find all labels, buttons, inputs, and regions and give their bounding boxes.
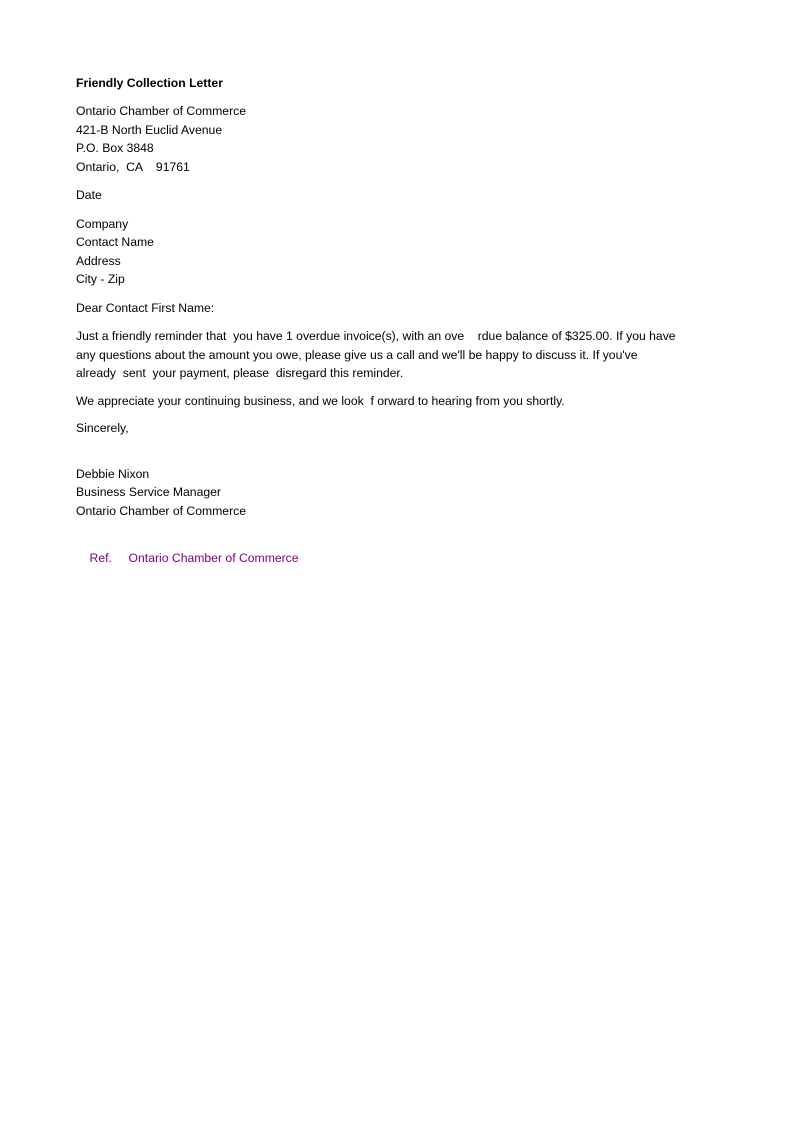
letter-title: Friendly Collection Letter: [76, 76, 223, 90]
sender-po-box: P.O. Box 3848: [76, 141, 154, 155]
sender-address-block: [76, 102, 726, 176]
body-paragraph-2: [76, 392, 726, 411]
body-paragraph-1-line-3: already sent your payment, please disregard this reminder.: [76, 366, 404, 380]
reference-text: Ontario Chamber of Commerce: [128, 550, 299, 565]
body-paragraph-1-line-1: Just a friendly reminder that you have 1 overdue invoice(s), with an ove rdue balance of $325.00. If you have: [76, 329, 676, 343]
letter-page: [76, 75, 726, 586]
body-paragraph-1: [76, 327, 726, 383]
date-block: [76, 186, 726, 205]
sender-name: Ontario Chamber of Commerce: [76, 104, 247, 118]
body-paragraph-2-line-1: We appreciate your continuing business, and we look f orward to hearing from you shortly.: [76, 393, 565, 408]
recipient-address: Address: [76, 253, 121, 268]
salutation: Dear Contact First Name:: [76, 300, 215, 315]
signature-space: [76, 438, 726, 465]
reference-label: Ref.: [89, 550, 112, 565]
recipient-address-block: [76, 215, 726, 289]
signature-name: Debbie Nixon: [76, 466, 150, 481]
recipient-city-zip: City - Zip: [76, 272, 125, 286]
recipient-company: Company: [76, 216, 129, 231]
salutation-block: [76, 299, 726, 318]
letter-date: Date: [76, 188, 102, 202]
body-paragraph-1-line-2: any questions about the amount you owe, please give us a call and we'll be happy to discuss it. If you've: [76, 347, 638, 362]
signature-title: Business Service Manager: [76, 485, 221, 499]
sender-street: 421-B North Euclid Avenue: [76, 122, 223, 137]
signature-organization: Ontario Chamber of Commerce: [76, 503, 247, 518]
sender-city-state-zip: Ontario, CA 91761: [76, 159, 190, 174]
closing: Sincerely,: [76, 421, 129, 435]
reference-line: [76, 530, 726, 586]
recipient-contact: Contact Name: [76, 235, 154, 249]
signature-block: [76, 465, 726, 521]
